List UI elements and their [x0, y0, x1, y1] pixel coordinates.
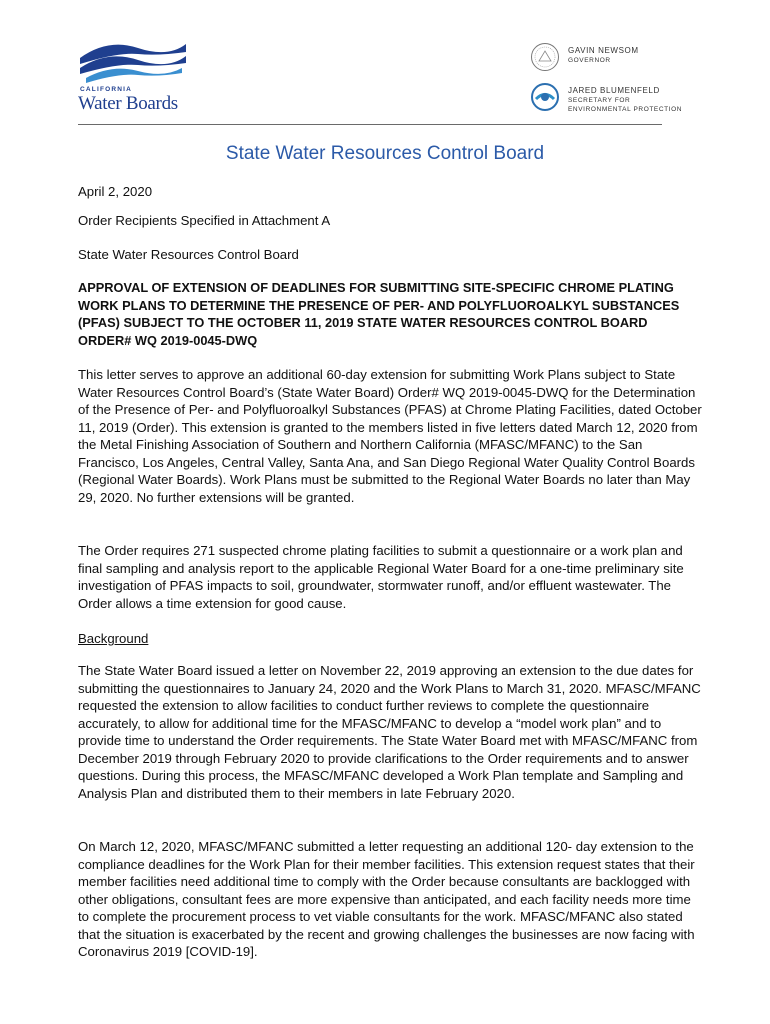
governor-name: GAVIN NEWSOM	[568, 46, 639, 55]
secretary-name: JARED BLUMENFELD	[568, 86, 660, 95]
body-paragraph-1: This letter serves to approve an additional 60-day extension for submitting Work Plans subject to State Water Resources Control Board’s (State Water Board) Order# WQ 2019-0045-DWQ for the Determination of the Presence of Per- and Polyfluoroalkyl Substances (PFAS) at Chrome Plating Facilities, dated October 11, 2019 (Order). This extension is granted to the members listed in five letters dated March 12, 2020 from the Metal Finishing Association of Southern and Northern California (MFASC/MFANC) to the San Francisco, Los Angeles, Central Valley, Santa Ana, and San Diego Regional Water Quality Control Boards (Regional Water Boards). Work Plans must be submitted to the Regional Water Boards no later than May 29, 2020. No further extensions will be granted.	[78, 367, 702, 505]
board-title: State Water Resources Control Board	[225, 143, 545, 164]
water-boards-logo	[78, 38, 208, 118]
governor-title: GOVERNOR	[568, 57, 611, 64]
logo-state-text: CALIFORNIA	[80, 86, 133, 93]
letter-recipients: Order Recipients Specified in Attachment A	[78, 213, 331, 228]
secretary-title-line1: SECRETARY FOR	[568, 97, 631, 104]
body-paragraph-2: The Order requires 271 suspected chrome plating facilities to submit a questionnaire or a work plan and final sampling and analysis report to the applicable Regional Water Board for a one-time preliminary site investigation of PFAS impacts to soil, groundwater, stormwater runoff, and/or effluent wastewater. The Order allows a time extension for good cause.	[78, 543, 684, 611]
secretary-title-line2: ENVIRONMENTAL PROTECTION	[568, 106, 683, 113]
wave-logo-icon	[78, 38, 188, 86]
header-divider	[78, 124, 662, 125]
background-heading: Background	[78, 631, 149, 646]
letter-sender: State Water Resources Control Board	[78, 247, 299, 262]
letter-subject: APPROVAL OF EXTENSION OF DEADLINES FOR SUBMITTING SITE-SPECIFIC CHROME PLATING WORK PLANS TO DETERMINE THE PRESENCE OF PER- AND POLYFLUOROALKYL SUBSTANCES (PFAS) SUBJECT TO THE OCTOBER 11, 2019 STATE WATER RESOURCES CONTROL BOARD ORDER# WQ 2019-0045-DWQ	[78, 280, 680, 348]
logo-brand-text: Water Boards	[78, 93, 178, 114]
body-paragraph-4: On March 12, 2020, MFASC/MFANC submitted a letter requesting an additional 120- day extension to the compliance deadlines for the Work Plan for their member facilities. This extension request states that their member facilities need additional time to comply with the Order because consultants are backlogged with other obligations, consultant fees are more expensive than anticipated, and each facility needs more time to complete the procurement process to vet viable consultants for the work. MFASC/MFANC also stated that the situation is exacerbated by the recent and growing challenges the businesses are now facing with Coronavirus 2019 [COVID-19].	[78, 839, 695, 959]
body-paragraph-3: The State Water Board issued a letter on November 22, 2019 approving an extension to the due dates for submitting the questionnaires to January 24, 2020 and the Work Plans to March 31, 2020. MFASC/MFANC requested the extension to allow facilities to conduct further reviews to complete the questionnaire accurately, to allow for additional time for the MFASC/MFANC to develop a “model work plan” and to provide time to understand the Order requirements. The State Water Board met with MFASC/MFANC from December 2019 through February 2020 to provide clarifications to the Order requirements and to answer questions. During this process, the MFASC/MFANC developed a Work Plan template and Sampling and Analysis Plan and distributed them to their members in late February 2020.	[78, 663, 701, 801]
california-seal-icon	[530, 42, 560, 72]
letter-date: April 2, 2020	[78, 184, 153, 199]
calepa-seal-icon	[530, 82, 560, 112]
